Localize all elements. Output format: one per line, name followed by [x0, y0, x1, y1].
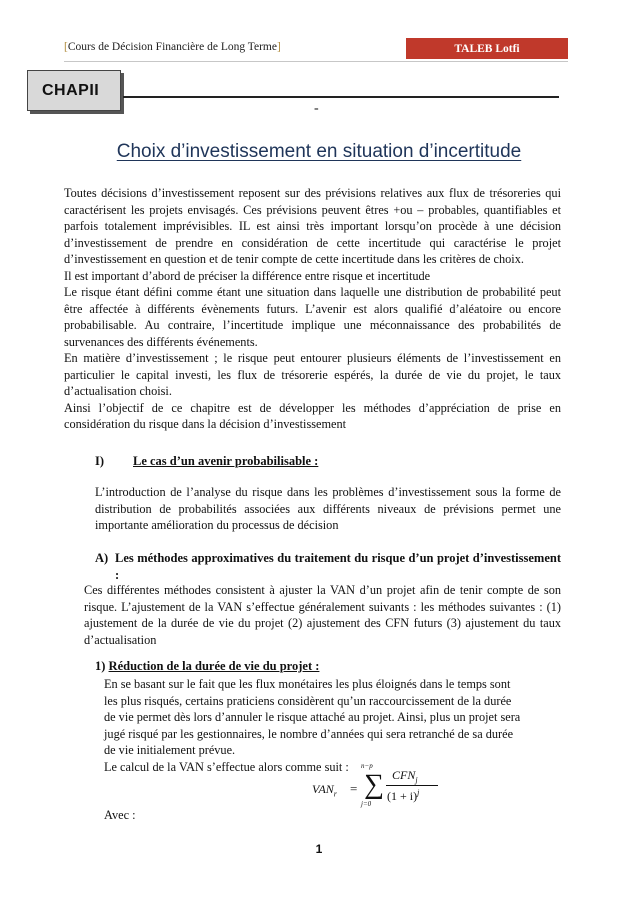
subsection-1-line: de vie permet dès lors d’annuler le risque attaché au projet. Ainsi, plus un projet sera: [104, 710, 521, 724]
header-divider: [64, 61, 568, 62]
formula-sum-upper: n−p: [361, 762, 373, 770]
formula-denominator: [387, 788, 419, 804]
chapter-title: Choix d’investissement en situation d’incertitude: [116, 141, 522, 162]
bracket-close: ]: [276, 41, 281, 53]
intro-paragraph: Il est important d’abord de préciser la différence entre risque et incertitude: [64, 268, 431, 283]
intro-paragraph: Toutes décisions d’investissement reposent sur des prévisions relatives aux flux de trésoreries qui caractérisent les projets envisagés. Ces prévisions peuvent êtres +ou – probables, quantifiables et parfois totalement imprévisibles. IL est ainsi très important lorsqu’on procède à une décision d’investissement de prendre en considération de cette incertitude qui caractérise le projet d’investissement en question et de tenir compte de cette incertitude dans les critères de choix.: [64, 186, 561, 266]
bracket-open: [: [64, 41, 68, 53]
formula-sigma: ∑: [364, 769, 384, 800]
chapter-dash: -: [314, 101, 319, 116]
header-course-title: [64, 41, 281, 53]
intro-paragraph: Le risque étant défini comme étant une situation dans laquelle une distribution de probabilité peut être affectée à différents évènements futurs. L’avenir est alors qualifié d’aléatoire ou encore probabilisable. Au contraire, l’incertitude implique une méconnaissance des probabilités de survenances des différents événements.: [64, 285, 561, 349]
section-1-number: I): [95, 454, 105, 468]
formula-numerator-sub: j: [415, 775, 418, 785]
subsection-1-line: En se basant sur le fait que les flux monétaires les plus éloignés dans le temps sont: [104, 677, 511, 691]
section-1-text: L’introduction de l’analyse du risque dans les problèmes d’investissement sous la forme de distribution de probabilités associées aux différents niveaux de prévisions permet une importante amélioration du processus de décision: [95, 485, 561, 532]
chapter-rule: [123, 96, 559, 98]
chapter-label: CHAPII: [42, 82, 100, 99]
formula-numerator: [392, 768, 418, 784]
van-formula: [312, 762, 452, 808]
section-a-heading: [95, 550, 561, 583]
formula-denominator-sup: j: [417, 788, 420, 797]
subsection-1-title: Réduction de la durée de vie du projet :: [108, 659, 320, 673]
course-title-text: Cours de Décision Financière de Long Terme: [67, 41, 277, 53]
section-1-heading: [95, 454, 318, 469]
section-a-text: Ces différentes méthodes consistent à ajuster la VAN d’un projet afin de tenir compte de son risque. L’ajustement de la VAN s’effectue généralement suivants : les méthodes suivantes : (1) ajustement de la durée de vie du projet (2) ajustement des CFN futurs (3) ajustement du taux d’actualisation: [84, 583, 561, 647]
chapter-label-box: [27, 70, 121, 111]
subsection-1-line: les plus risqués, certains praticiens considèrent qu’un raccourcissement de la durée: [104, 693, 512, 708]
formula-denominator-text: (1 + i): [387, 789, 418, 803]
subsection-1-text: [104, 676, 562, 775]
formula-fraction-bar: [386, 785, 438, 786]
formula-sum-lower: j=0: [361, 800, 372, 808]
subsection-1-number: 1): [95, 659, 106, 673]
intro-text: [64, 185, 561, 433]
section-1-title: Le cas d’un avenir probabilisable :: [133, 454, 319, 468]
avec-label: Avec :: [104, 808, 136, 822]
formula-lhs-text: VAN: [312, 782, 334, 796]
formula-numerator-text: CFN: [392, 768, 416, 782]
subsection-1-line: Le calcul de la VAN s’effectue alors comme suit :: [104, 759, 349, 774]
formula-lhs-sub: r: [333, 789, 337, 799]
header-author-badge: [406, 38, 568, 59]
section-a-title: Les méthodes approximatives du traitement du risque d’un projet d’investissement :: [115, 551, 561, 582]
subsection-1-line: jugé risqué par les gestionnaires, le nombre d’années qui sera retranché de sa durée: [104, 726, 514, 741]
intro-paragraph: En matière d’investissement ; le risque peut entourer plusieurs éléments de l’investissement en particulier le capital investi, les flux de trésorerie espérés, la durée de vie du projet, le taux d’actualisation choisi.: [64, 351, 561, 398]
subsection-1-heading: [95, 659, 319, 674]
formula-lhs: [312, 782, 337, 798]
section-a-number: A): [95, 551, 109, 565]
page-number: 1: [315, 842, 323, 856]
author-name: TALEB Lotfi: [454, 42, 520, 55]
subsection-1-line: de vie initialement prévue.: [104, 743, 236, 757]
formula-equals: =: [350, 781, 358, 796]
intro-paragraph: Ainsi l’objectif de ce chapitre est de développer les méthodes d’appréciation de prise en considération du risque dans la décision d’investissement: [64, 400, 561, 431]
